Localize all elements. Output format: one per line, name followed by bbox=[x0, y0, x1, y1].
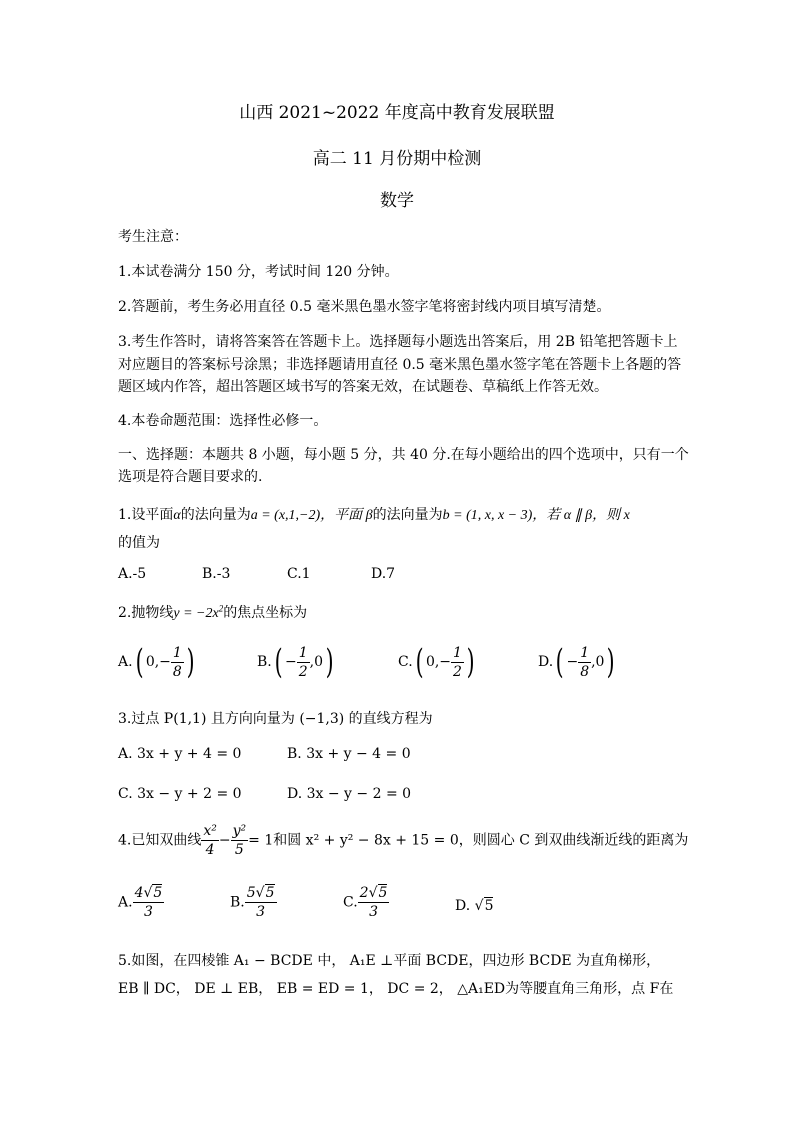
question-1-option-c[interactable]: C.1 bbox=[287, 566, 311, 582]
question-1-stem: 1.设平面α的法向量为a = (x,1,−2)，平面 β的法向量为b = (1, x, x − 3)，若 α ∥ β，则 x bbox=[118, 507, 630, 523]
question-3-option-b[interactable]: B. 3x + y − 4 = 0 bbox=[287, 746, 411, 762]
question-4-stem: 4.已知双曲线 $\frac{\text{x²}}{4}$ − $\frac{\text{y²}}{5}$ = 1和圆 x² + y² − 8x + 15 = 0，则圆心 C 到双曲线渐近线的距离为 bbox=[118, 823, 689, 858]
question-5-stem-line-1: 5.如图，在四棱锥 A₁ − BCDE 中， A₁E ⊥平面 BCDE，四边形 BCDE 为直角梯形， bbox=[118, 953, 661, 969]
notice-item-2: 2.答题前，考生务必用直径 0.5 毫米黑色墨水签字笔将密封线内项目填写清楚。 bbox=[118, 299, 611, 315]
question-2-option-c[interactable]: C.( 0,− $\frac{1}{2}$ ) bbox=[398, 642, 475, 682]
exam-title: 山西 2021~2022 年度高中教育发展联盟 bbox=[239, 103, 555, 123]
subject-title: 数学 bbox=[380, 191, 414, 211]
question-2-stem: 2.抛物线$y = -2x^2$的焦点坐标为 bbox=[118, 603, 308, 621]
question-1-stem-line-2: 的值为 bbox=[118, 535, 160, 551]
question-2-option-d[interactable]: D.( − $\frac{1}{8}$ ,0) bbox=[538, 642, 616, 682]
question-1-option-d[interactable]: D.7 bbox=[371, 566, 396, 582]
notice-item-3-line-3: 题区域内作答，超出答题区域书写的答案无效，在试题卷、草稿纸上作答无效。 bbox=[118, 379, 608, 395]
question-4-option-d[interactable]: D. √5 bbox=[455, 898, 494, 914]
question-1-option-a[interactable]: A.-5 bbox=[118, 566, 147, 582]
question-3-option-d[interactable]: D. 3x − y − 2 = 0 bbox=[287, 786, 412, 802]
notice-item-3-line-2: 对应题目的答案标号涂黑；非选择题请用直径 0.5 毫米黑色墨水签字笔在答题卡上各题的答 bbox=[118, 357, 682, 373]
notice-item-3-line-1: 3.考生作答时，请将答案答在答题卡上。选择题每小题选出答案后，用 2B 铅笔把答题卡上 bbox=[118, 334, 678, 350]
notice-item-4: 4.本卷命题范围：选择性必修一。 bbox=[118, 413, 328, 429]
notice-item-1: 1.本试卷满分 150 分，考试时间 120 分钟。 bbox=[118, 264, 399, 280]
question-4-option-b[interactable]: B. $\frac{5√5}{3}$ bbox=[230, 885, 275, 920]
question-4-option-a[interactable]: A. $\frac{4√5}{3}$ bbox=[118, 885, 163, 920]
question-3-stem: 3.过点 P(1,1) 且方向向量为 (−1,3) 的直线方程为 bbox=[118, 711, 433, 727]
section-heading-line-2: 选项是符合题目要求的. bbox=[118, 469, 263, 485]
question-4-option-c[interactable]: C. $\frac{2√5}{3}$ bbox=[343, 885, 388, 920]
section-heading-line-1: 一、选择题：本题共 8 小题，每小题 5 分，共 40 分.在每小题给出的四个选项中，只有一个 bbox=[118, 447, 689, 463]
question-2-option-a[interactable]: A.( 0,− $\frac{1}{8}$ ) bbox=[118, 642, 195, 682]
question-1-option-b[interactable]: B.-3 bbox=[202, 566, 231, 582]
notice-heading: 考生注意： bbox=[118, 229, 188, 245]
exam-subtitle: 高二 11 月份期中检测 bbox=[312, 149, 482, 169]
question-2-option-b[interactable]: B.( − $\frac{1}{2}$ ,0) bbox=[257, 642, 334, 682]
question-3-option-a[interactable]: A. 3x + y + 4 = 0 bbox=[118, 746, 242, 762]
question-3-option-c[interactable]: C. 3x − y + 2 = 0 bbox=[118, 786, 242, 802]
question-5-stem-line-2: EB ∥ DC， DE ⊥ EB， EB = ED = 1， DC = 2， △A₁ED为等腰直角三角形，点 F在 bbox=[118, 981, 674, 997]
